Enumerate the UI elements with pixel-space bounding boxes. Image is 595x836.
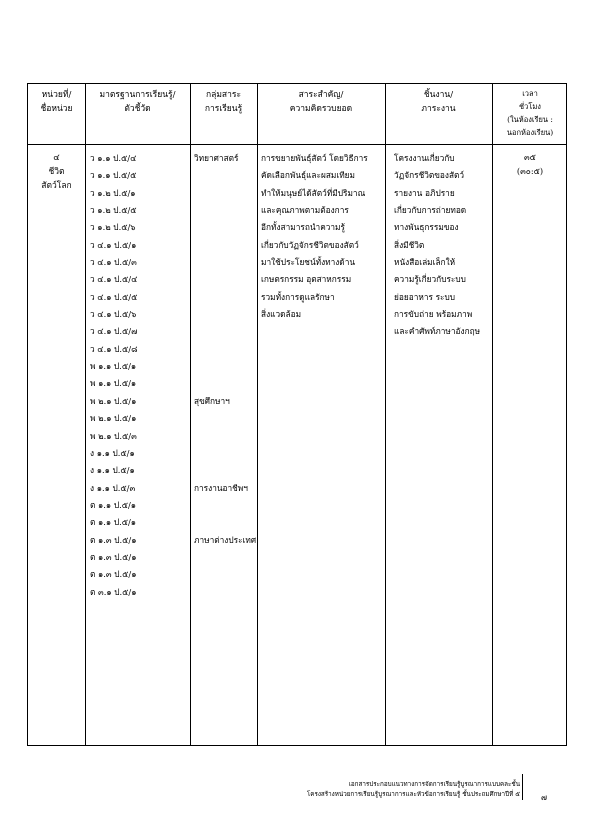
groups-list: [194, 150, 256, 620]
header-time-line: นอกห้องเรียน): [506, 128, 554, 137]
standard-indicator: ว ๑.๒ ป.๕/๕: [90, 205, 137, 216]
footer: [250, 780, 520, 800]
task-line: ความรู้เกี่ยวกับระบบ: [394, 274, 466, 285]
header-content: [257, 88, 385, 116]
footer-line: เอกสารประกอบแนวทางการจัดการเรียนรู้บูรณาการแบบคละชั้น: [348, 781, 520, 788]
task-line: และคำศัพท์ภาษาอังกฤษ: [394, 326, 481, 337]
header-content-line: สาระสำคัญ/: [298, 90, 344, 100]
learning-group-label: สุขศึกษาฯ: [194, 395, 230, 406]
content-line: คัดเลือกพันธุ์และผสมเทียม: [261, 170, 355, 181]
standard-indicator: ว ๔.๑ ป.๕/๕: [90, 291, 138, 302]
standard-indicator: ว ๑.๑ ป.๕/๕: [90, 170, 137, 181]
content-line: เกษตรกรรม อุตสาหกรรม: [261, 274, 352, 285]
content-line: รวมทั้งการดูแลรักษา: [261, 291, 335, 302]
header-time-line: เวลา: [522, 89, 538, 98]
content-line: สิ่งแวดล้อม: [261, 309, 302, 320]
unit-cell: [28, 151, 85, 193]
task-line: การขับถ่าย พร้อมภาพ: [394, 309, 473, 320]
column-divider: [190, 84, 191, 745]
standard-indicator: ว ๔.๑ ป.๕/๖: [90, 309, 137, 320]
content-line: อีกทั้งสามารถนำความรู้: [261, 222, 345, 233]
standard-indicator: ว ๔.๑ ป.๕/๘: [90, 343, 138, 354]
footer-divider: [522, 774, 523, 800]
unit-title: สัตว์โลก: [41, 181, 72, 191]
standard-indicator: พ ๒.๑ ป.๕/๑: [90, 413, 137, 424]
task-line: โครงงานเกี่ยวกับ: [394, 153, 455, 163]
column-divider: [257, 84, 258, 745]
header-standard-line: ตัวชี้วัด: [124, 104, 151, 114]
standard-indicator: ว ๔.๑ ป.๕/๔: [90, 274, 138, 285]
header-task-line: ชิ้นงาน/: [423, 90, 454, 100]
standards-list: [90, 150, 138, 601]
task-line: เกี่ยวกับการถ่ายทอด: [394, 205, 467, 216]
task-line: รายงาน อภิปราย: [394, 187, 455, 198]
time-cell: [492, 150, 568, 178]
header-task-line: ภาระงาน: [421, 104, 456, 114]
standard-indicator: ต ๓.๑ ป.๕/๑: [90, 586, 137, 597]
learning-group-label: วิทยาศาสตร์: [194, 153, 239, 163]
header-unit-line: หน่วยที่/: [41, 90, 72, 100]
header-time: [492, 87, 568, 139]
task-line: วัฏจักรชีวิตของสัตว์: [394, 170, 465, 181]
standard-indicator: พ ๑.๑ ป.๕/๑: [90, 378, 137, 389]
standard-indicator: ต ๑.๓ ป.๕/๑: [90, 551, 137, 562]
time-split: (๓๐:๕): [516, 166, 544, 176]
standard-indicator: พ ๑.๑ ป.๕/๑: [90, 361, 137, 372]
unit-title: ชีวิต: [48, 167, 65, 177]
header-time-line: ชั่วโมง: [519, 102, 541, 111]
standard-indicator: ว ๔.๑ ป.๕/๓: [90, 257, 137, 268]
task-line: สิ่งมีชีวิต: [394, 239, 425, 250]
standard-indicator: พ ๒.๑ ป.๕/๑: [90, 395, 137, 406]
header-standard-line: มาตรฐานการเรียนรู้/: [99, 90, 176, 100]
standard-indicator: ง ๑.๑ ป.๕/๑: [90, 447, 135, 458]
learning-group-label: ภาษาต่างประเทศ: [194, 534, 257, 545]
task-line: ย่อยอาหาร ระบบ: [394, 291, 456, 302]
standard-indicator: พ ๒.๑ ป.๕/๓: [90, 430, 137, 441]
task-text: [394, 150, 480, 341]
task-line: ทางพันธุกรรมของ: [394, 222, 459, 233]
column-divider: [85, 84, 86, 745]
column-divider: [385, 84, 386, 745]
standard-indicator: ต ๑.๑ ป.๕/๑: [90, 499, 137, 510]
page-number: ๗: [541, 793, 548, 802]
standard-indicator: ต ๑.๓ ป.๕/๑: [90, 534, 137, 545]
standard-indicator: ว ๑.๑ ป.๕/๔: [90, 153, 137, 163]
task-line: หนังสือเล่มเล็กให้: [394, 257, 456, 268]
content-line: การขยายพันธุ์สัตว์ โดยวิธีการ: [261, 153, 368, 163]
time-hours: ๓๕: [524, 152, 536, 162]
header-unit-line: ชื่อหน่วย: [40, 104, 73, 114]
header-divider: [28, 144, 566, 145]
header-task: [385, 88, 492, 116]
learning-group-label: การงานอาชีพฯ: [194, 482, 248, 493]
footer-line: โครงสร้างหน่วยการเรียนรู้บูรณาการและหัวข้อการเรียนรู้ ชั้นประถมศึกษาปีที่ ๕: [306, 791, 520, 798]
standard-indicator: ว ๔.๑ ป.๕/๗: [90, 326, 138, 337]
content-line: เกี่ยวกับวัฏจักรชีวิตของสัตว์: [261, 239, 359, 250]
standard-indicator: ว ๑.๒ ป.๕/๖: [90, 222, 136, 233]
standard-indicator: ต ๑.๑ ป.๕/๑: [90, 517, 137, 528]
content-line: มาใช้ประโยชน์ทั้งทางด้าน: [261, 257, 356, 268]
header-content-line: ความคิดรวบยอด: [289, 104, 353, 114]
standard-indicator: ว ๔.๑ ป.๕/๑: [90, 239, 137, 250]
standard-indicator: ต ๑.๓ ป.๕/๑: [90, 569, 137, 580]
standard-indicator: ง ๑.๑ ป.๕/๑: [90, 465, 135, 476]
standard-indicator: ง ๑.๑ ป.๕/๓: [90, 482, 136, 493]
content-line: และคุณภาพตามต้องการ: [261, 205, 349, 216]
header-group-line: กลุ่มสาระ: [205, 90, 242, 100]
header-time-line: (ในห้องเรียน :: [507, 115, 553, 124]
curriculum-table: [27, 83, 567, 746]
content-line: ทำให้มนุษย์ได้สัตว์ที่มีปริมาณ: [261, 187, 366, 198]
header-standard: [85, 88, 190, 116]
header-group-line: การเรียนรู้: [204, 104, 243, 114]
standard-indicator: ว ๑.๒ ป.๕/๑: [90, 187, 136, 198]
header-group: [190, 88, 257, 116]
content-text: [261, 150, 368, 323]
column-divider: [492, 84, 493, 745]
unit-number: ๔: [53, 153, 60, 163]
header-unit: [28, 88, 85, 116]
